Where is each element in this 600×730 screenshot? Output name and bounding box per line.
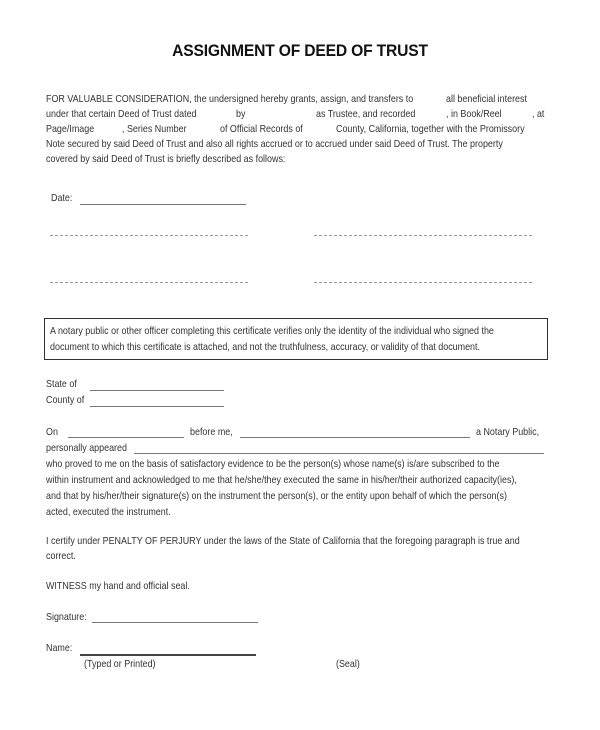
- intro-at: , at: [532, 109, 545, 120]
- proof-line-1: who proved to me on the basis of satisfactory evidence to be the person(s) whose name(s) is/are subscribed to the: [46, 459, 500, 470]
- typed-printed-label: (Typed or Printed): [84, 659, 156, 670]
- description-line-2a[interactable]: [50, 282, 248, 283]
- description-line-2b[interactable]: [314, 282, 532, 283]
- intro-property-covered: covered by said Deed of Trust is briefly described as follows:: [46, 154, 286, 165]
- seal-label: (Seal): [336, 659, 360, 670]
- intro-page-image: Page/Image: [46, 124, 95, 135]
- personally-appeared-field[interactable]: [134, 453, 544, 454]
- perjury-line-2: correct.: [46, 551, 76, 562]
- personally-appeared-label: personally appeared: [46, 443, 127, 454]
- before-me-label: before me,: [190, 427, 233, 438]
- notice-line-2: document to which this certificate is attached, and not the truthfulness, accuracy, or validity of that document.: [50, 342, 480, 353]
- signature-field[interactable]: [92, 622, 258, 623]
- signature-label: Signature:: [46, 612, 87, 623]
- witness-text: WITNESS my hand and official seal.: [46, 581, 190, 592]
- on-date-field[interactable]: [68, 437, 184, 438]
- intro-by: by: [236, 109, 246, 120]
- name-label: Name:: [46, 643, 73, 654]
- date-field[interactable]: [80, 204, 246, 205]
- intro-county-california: County, California, together with the Promissory: [336, 124, 525, 135]
- intro-series-number: , Series Number: [122, 124, 187, 135]
- proof-line-3: and that by his/her/their signature(s) on the instrument the person(s), or the entity upon behalf of which the person(s): [46, 491, 507, 502]
- state-label: State of: [46, 379, 77, 390]
- on-label: On: [46, 427, 58, 438]
- notary-public-label: a Notary Public,: [476, 427, 540, 438]
- intro-official-records: of Official Records of: [220, 124, 303, 135]
- notice-line-1: A notary public or other officer completing this certificate verifies only the identity of the individual who signed the: [50, 326, 494, 337]
- name-field[interactable]: [80, 654, 256, 656]
- intro-as-trustee: as Trustee, and recorded: [316, 109, 416, 120]
- state-field[interactable]: [90, 390, 224, 391]
- intro-note-secured: Note secured by said Deed of Trust and also all rights accrued or to accrued under said Deed of Trust. The property: [46, 139, 503, 150]
- intro-deed-dated: under that certain Deed of Trust dated: [46, 109, 197, 120]
- county-field[interactable]: [90, 406, 224, 407]
- perjury-line-1: I certify under PENALTY OF PERJURY under the laws of the State of California that the foregoing paragraph is true and: [46, 536, 520, 547]
- county-label: County of: [46, 395, 85, 406]
- document-title: ASSIGNMENT OF DEED OF TRUST: [172, 41, 428, 60]
- date-label: Date:: [51, 193, 73, 204]
- description-line-1a[interactable]: [50, 235, 248, 236]
- intro-beneficial-interest: all beneficial interest: [446, 94, 527, 105]
- intro-line-1: FOR VALUABLE CONSIDERATION, the undersigned hereby grants, assign, and transfers to: [46, 94, 414, 105]
- proof-line-4: acted, executed the instrument.: [46, 507, 171, 518]
- proof-line-2: within instrument and acknowledged to me that he/she/they executed the same in his/her/their authorized capacity(ies),: [46, 475, 517, 486]
- description-line-1b[interactable]: [314, 235, 532, 236]
- notary-name-field[interactable]: [240, 437, 470, 438]
- intro-book-reel: , in Book/Reel: [446, 109, 502, 120]
